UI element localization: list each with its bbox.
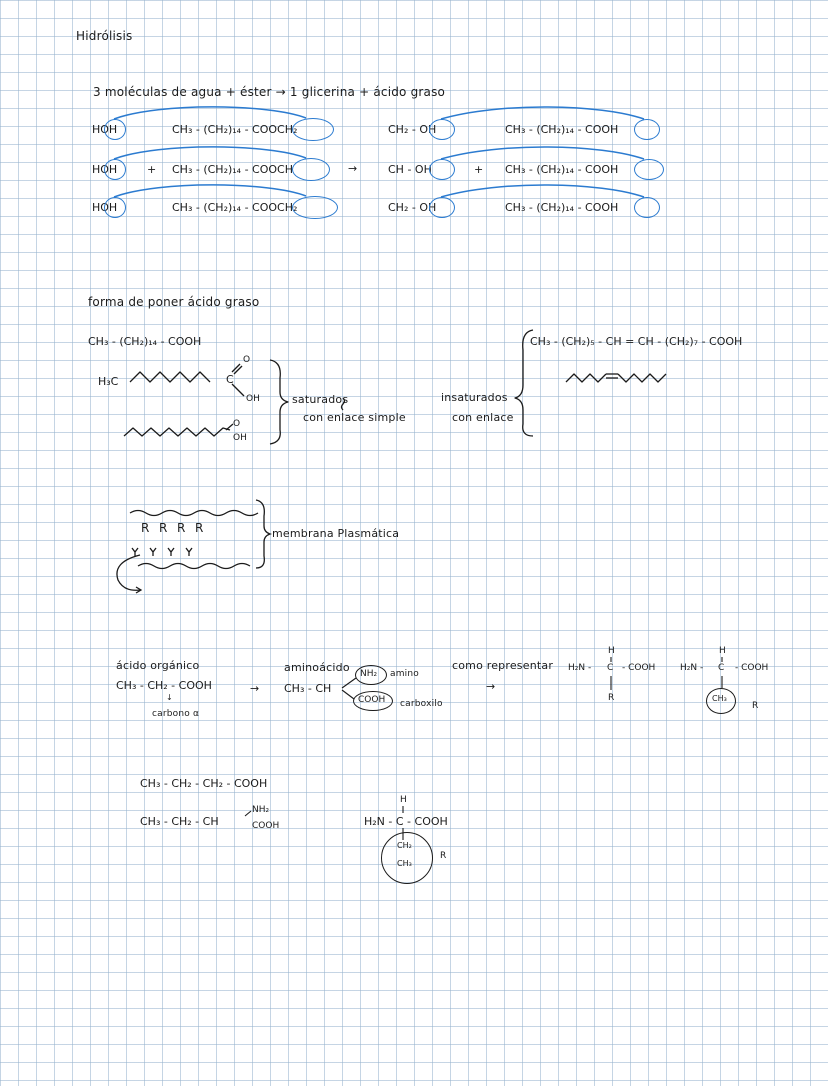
saturated-desc: con enlace simple	[303, 411, 406, 424]
struct-r-circle	[381, 832, 433, 884]
carboxyl-group-circle	[353, 691, 393, 711]
glycerol-acid-arc-1	[441, 107, 644, 119]
fatty-acid-3: CH₃ - (CH₂)₁₄ - COOH	[505, 201, 619, 214]
general2-r: R	[752, 701, 759, 711]
ester-2: CH₃ - (CH₂)₁₄ - COOCH	[172, 163, 293, 176]
ester-circle-2	[292, 158, 330, 181]
glycerol-1: CH₂ - OH	[388, 123, 437, 136]
amino-group: NH₂	[360, 669, 378, 679]
membrane-label: membrana Plasmática	[272, 527, 400, 540]
plus-sign-2: +	[474, 163, 484, 176]
struct-ch2: CH₂	[397, 841, 412, 850]
carbonyl-hydroxyl: OH	[246, 394, 260, 404]
unsaturated-chain-left	[566, 374, 606, 382]
water-oh-circle-1	[104, 119, 126, 140]
amino-label: amino	[390, 669, 419, 679]
fatty-acid-heading: forma de poner ácido graso	[88, 295, 260, 309]
r-group-3: R	[177, 521, 186, 535]
hydrolysis-summary: 3 moléculas de agua + éster → 1 glicerina + ácido graso	[93, 85, 446, 99]
water-1: HOH	[92, 123, 118, 136]
glycerol-3: CH₂ - OH	[388, 201, 437, 214]
unsaturated-formula: CH₃ - (CH₂)₅ - CH = CH - (CH₂)₇ - COOH	[530, 335, 743, 348]
saturated-chain-2	[124, 428, 230, 436]
water-ester-arc-2	[114, 147, 306, 159]
plus-sign-1: +	[147, 163, 157, 176]
arrow-to-aminoacid: →	[250, 682, 260, 695]
organic-acid-formula: CH₃ - CH₂ - COOH	[116, 679, 212, 692]
general1-h: H	[608, 646, 615, 656]
example-nh2: NH₂	[252, 805, 270, 815]
ester-circle-3	[292, 196, 338, 219]
membrane-wave-bottom	[138, 564, 250, 569]
acid-oh-circle-1	[634, 119, 660, 140]
water-2: HOH	[92, 163, 118, 176]
carbonyl-carbon: C	[226, 373, 234, 386]
representation-label: como representar	[452, 659, 554, 672]
amino-group-circle	[355, 665, 387, 685]
unsaturated-desc: con enlace	[452, 411, 514, 424]
r-group-2: R	[159, 521, 168, 535]
general2-left: H₂N -	[680, 663, 704, 673]
general2-right: - COOH	[735, 663, 769, 673]
saturated-label: saturados	[292, 393, 349, 406]
ester-3: CH₃ - (CH₂)₁₄ - COOCH₂	[172, 201, 298, 214]
example-formula-2: CH₃ - CH₂ - CH	[140, 815, 219, 828]
struct-r: R	[440, 851, 447, 861]
general2-h: H	[719, 646, 726, 656]
page-title: Hidrólisis	[76, 29, 133, 43]
chain2-oxygen: O	[233, 419, 241, 429]
aminoacid-formula: CH₃ - CH	[284, 682, 332, 695]
general2-r-circle	[706, 688, 736, 714]
general1-c: C	[607, 663, 614, 673]
struct-main: H₂N - C - COOH	[364, 815, 448, 828]
chain2-hydroxyl: OH	[233, 433, 247, 443]
general1-right: - COOH	[622, 663, 656, 673]
fatty-acid-2: CH₃ - (CH₂)₁₄ - COOH	[505, 163, 619, 176]
general2-c: C	[718, 663, 725, 673]
membrane-brace	[256, 500, 270, 568]
example-formula-1: CH₃ - CH₂ - CH₂ - COOH	[140, 777, 268, 790]
glycerol-oh-circle-1	[429, 119, 455, 140]
struct-ch3: CH₃	[397, 859, 412, 868]
reaction-arrow: →	[348, 162, 358, 175]
glycerol-acid-arc-2	[441, 147, 644, 159]
general2-ch3: CH₃	[712, 694, 727, 703]
unsaturated-chain-right	[618, 374, 666, 382]
fatty-acid-formula: CH₃ - (CH₂)₁₄ - COOH	[88, 335, 202, 348]
glycerol-oh-circle-2	[429, 159, 455, 180]
struct-h: H	[400, 795, 407, 805]
membrane-wave-top	[130, 511, 258, 516]
general1-r: R	[608, 693, 615, 703]
organic-acid-label: ácido orgánico	[116, 659, 200, 672]
fatty-acid-1: CH₃ - (CH₂)₁₄ - COOH	[505, 123, 619, 136]
arrow-to-general: →	[486, 680, 496, 693]
h3c-label: H₃C	[98, 375, 119, 388]
r-group-1: R	[141, 521, 150, 535]
acid-oh-circle-2	[634, 159, 664, 180]
acid-oh-circle-3	[634, 197, 660, 218]
ester-circle-1	[292, 118, 334, 141]
glycerol-oh-circle-3	[429, 197, 455, 218]
water-ester-arc-3	[114, 185, 306, 197]
unsaturated-label: insaturados	[441, 391, 508, 404]
aminoacid-label: aminoácido	[284, 661, 350, 674]
saturated-brace	[270, 360, 288, 444]
glycerol-2: CH - OH	[388, 163, 432, 176]
carbonyl-oxygen: O	[243, 355, 251, 365]
carbonyl-bond-1	[232, 364, 240, 372]
glycerol-acid-arc-3	[441, 185, 644, 197]
water-3: HOH	[92, 201, 118, 214]
water-oh-circle-2	[104, 159, 126, 180]
membrane-curl-arrow	[117, 555, 140, 590]
water-oh-circle-3	[104, 197, 126, 218]
alpha-arrow: ↓	[166, 693, 173, 702]
r-group-4: R	[195, 521, 204, 535]
alpha-carbon-label: carbono α	[152, 709, 200, 719]
ester-1: CH₃ - (CH₂)₁₄ - COOCH₂	[172, 123, 298, 136]
saturated-chain-1	[130, 372, 210, 382]
carboxyl-label: carboxilo	[400, 699, 443, 709]
general1-left: H₂N -	[568, 663, 592, 673]
carboxyl-group: COOH	[358, 695, 386, 705]
example-cooh: COOH	[252, 821, 280, 831]
water-ester-arc-1	[114, 107, 306, 119]
